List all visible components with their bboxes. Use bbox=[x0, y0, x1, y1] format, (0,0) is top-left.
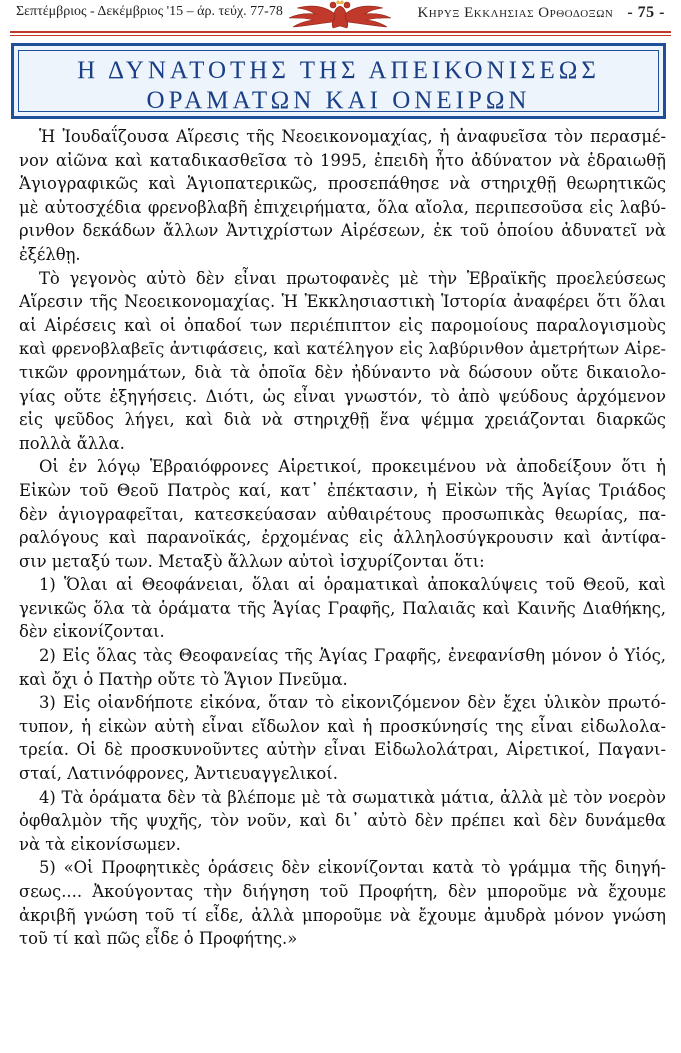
text-line: ὀφθαλμὸν τῆς ψυχῆς, τὸν νοῦν, καὶ δι᾽ αὐτὸ δὲν πρέπει καὶ δὲν δυνάμεθα bbox=[19, 811, 666, 831]
text-line: γίας οὔτε ἐξηγήσεις. Διότι, ὡς εἶναι γνωστόν, τὸ ἀπὸ ψεύδους ἀρχόμενον bbox=[19, 386, 666, 406]
text-line: Οἱ ἐν λόγῳ Ἑβραιόφρονες Αἱρετικοί, προκειμένου νὰ ἀποδείξουν ὅτι ἡ bbox=[39, 457, 666, 477]
text-line: 1) Ὅλαι αἱ Θεοφάνειαι, ὅλαι αἱ ὁραματικαὶ ἀποκαλύψεις τοῦ Θεοῦ, καὶ bbox=[39, 575, 666, 595]
article-body bbox=[19, 125, 666, 951]
text-line: γενικῶς ὅλα τὰ ὁράματα τῆς Ἁγίας Γραφῆς, Παλαιᾶς καὶ Καινῆς Διαθήκης, bbox=[19, 598, 666, 618]
text-line: τικῶν φρονημάτων, διὰ τὰ ὁποῖα δὲν ἠδύναντο νὰ δώσουν οὔτε δικαιολο- bbox=[19, 362, 666, 382]
text-line: σιν μεταξύ των. Μεταξὺ ἄλλων αὐτοὶ ἰσχυρίζονται ὅτι: bbox=[19, 551, 485, 571]
page-header bbox=[0, 0, 681, 34]
text-line: Τὸ γεγονὸς αὐτὸ δὲν εἶναι πρωτοφανὲς μὲ τὴν Ἑβραϊκῆς προελεύσεως bbox=[39, 268, 666, 288]
text-line: σταί, Λατινόφρονες, Ἀντιευαγγελικοί. bbox=[19, 764, 338, 784]
text-line: τοῦ τί καὶ πῶς εἶδε ὁ Προφήτης.» bbox=[19, 929, 298, 949]
text-line: 4) Τὰ ὁράματα δὲν τὰ βλέπομε μὲ τὰ σωματικὰ μάτια, ἀλλὰ μὲ τὸν νοερὸν bbox=[39, 787, 666, 807]
text-line: Ἡ Ἰουδαΐζουσα Αἵρεσις τῆς Νεοεικονομαχίας, ἡ ἀναφυεῖσα τὸν περασμέ- bbox=[39, 127, 666, 146]
title-inner-frame bbox=[18, 50, 659, 112]
article-title-box bbox=[11, 43, 666, 119]
text-line: 2) Εἰς ὅλας τὰς Θεοφανείας τῆς Ἁγίας Γραφῆς, ἐνεφανίσθη μόνον ὁ Υἱός, bbox=[39, 646, 666, 666]
text-line: νον αἰῶνα καὶ καταδικασθεῖσα τὸ 1995, ἐπειδὴ ἦτο ἀδύνατον νὰ ἑδραιωθῇ bbox=[19, 150, 666, 170]
text-line: Ἁγιογραφικῶς καὶ Ἁγιοπατερικῶς, προσεπάθησε νὰ στηριχθῇ θεωρητικῶς bbox=[19, 174, 666, 194]
text-line: ραλόγους καὶ παρανοϊκάς, ἐρχομένας εἰς ἀλληλοσύγκρουσιν καὶ ἀντίφα- bbox=[19, 528, 666, 548]
header-divider-thin bbox=[10, 35, 671, 36]
text-line: καὶ ὄχι ὁ Πατὴρ οὔτε τὸ Ἅγιον Πνεῦμα. bbox=[19, 669, 348, 689]
page-number: - 75 - bbox=[627, 4, 665, 21]
text-line: δὲν εἰκονίζονται. bbox=[19, 622, 165, 642]
text-line: Αἵρεσιν τῆς Νεοεικονομαχίας. Ἡ Ἐκκλησιαστικὴ Ἱστορία ἀναφέρει ὅτι ὅλαι bbox=[19, 292, 666, 312]
header-divider bbox=[10, 31, 671, 33]
text-line: μὲ αὐτοσχέδια φρενοβλαβῆ ἐπιχειρήματα, ὅλα αἴολα, περιπεσοῦσα εἰς λαβύ- bbox=[19, 197, 666, 217]
text-line: καὶ φρενοβλαβεῖς ἀντιφάσεις, καὶ κατέληγον εἰς λαβύρινθον ἀμετρήτων Αἱρε- bbox=[19, 339, 666, 359]
text-line: Εἰκὼν τοῦ Θεοῦ Πατρὸς καί, κατ᾽ ἐπέκτασιν, ἡ Εἰκὼν τῆς Ἁγίας Τριάδος bbox=[19, 480, 666, 500]
text-line: τρεία. Οἱ δὲ προσκυνοῦντες αὐτὴν εἶναι Εἰδωλολάτραι, Αἱρετικοί, Παγανι- bbox=[19, 740, 666, 760]
text-line: αἱ Αἱρέσεις καὶ οἱ ὀπαδοί των περιέπιπτον εἰς παρομοίους παραλογισμοὺς bbox=[19, 315, 666, 335]
text-line: τυπον, ἡ εἰκὼν αὐτὴ εἶναι εἴδωλον καὶ ἡ προσκύνησίς της εἶναι εἰδωλολα- bbox=[19, 716, 666, 736]
text-line: 3) Εἰς οἱανδήποτε εἰκόνα, ὅταν τὸ εἰκονιζόμενον δὲν ἔχει ὑλικὸν πρωτό- bbox=[39, 693, 666, 713]
publication-info bbox=[417, 4, 665, 22]
text-line: σεως.... Ἀκούγοντας τὴν διήγηση τοῦ Προφήτη, δὲν μποροῦμε νὰ ἔχουμε bbox=[19, 882, 666, 901]
article-title-line-1: Η ΔΥΝΑΤΟΤΗΣ ΤΗΣ ΑΠΕΙΚΟΝΙΣΕΩΣ bbox=[77, 57, 600, 84]
issue-info: Σεπτέμβριος - Δεκέμβριος '15 – άρ. τεύχ. 77-78 bbox=[16, 4, 283, 19]
publication-name: Κηρυξ Εκκλησιας Ορθοδοξων bbox=[417, 5, 614, 21]
text-line: ἐξέλθῃ. bbox=[19, 244, 81, 264]
article-title-line-2: ΟΡΑΜΑΤΩΝ ΚΑΙ ΟΝΕΙΡΩΝ bbox=[146, 87, 531, 114]
text-line: εἰς ψεῦδος λήγει, καὶ διὰ νὰ στηριχθῇ ἕνα ψέμμα χρειάζονται διαρκῶς bbox=[19, 410, 666, 430]
text-line: νὰ τὰ εἰκονίσωμεν. bbox=[19, 834, 181, 854]
text-line: ρινθον δεκάδων ἄλλων Ἀντιχρίστων Αἱρέσεων, ἐκ τοῦ ὁποίου ἀδυνατεῖ νὰ bbox=[19, 221, 666, 241]
text-line: πολλὰ ἄλλα. bbox=[19, 433, 125, 453]
double-headed-eagle-emblem bbox=[275, 0, 405, 32]
text-line: δὲν ἁγιογραφεῖται, κατεσκεύασαν αὐθαιρέτους προσωπικὰς θεωρίας, πα- bbox=[19, 504, 666, 524]
text-line: ἀκριβῆ γνώση τοῦ τί εἶδε, ἀλλὰ μποροῦμε νὰ ἔχουμε ἀμυδρὰ μόνον γνώση bbox=[19, 905, 666, 925]
text-line: 5) «Οἱ Προφητικὲς ὁράσεις δὲν εἰκονίζονται κατὰ τὸ γράμμα τῆς διηγή- bbox=[39, 858, 666, 878]
